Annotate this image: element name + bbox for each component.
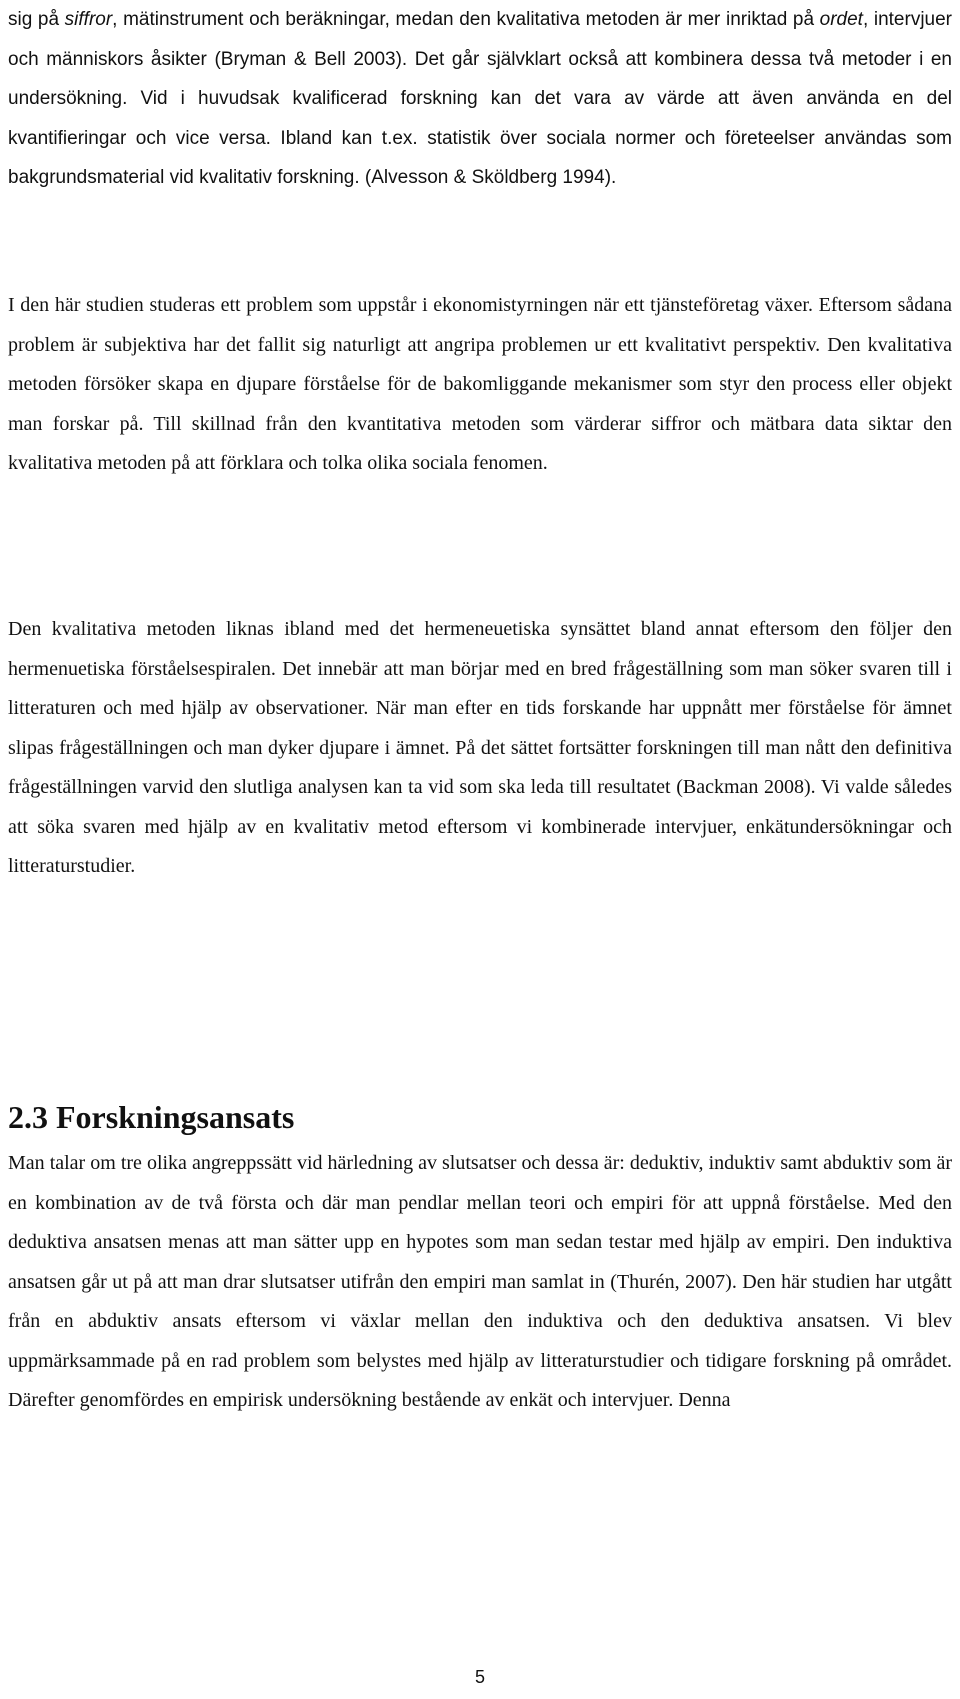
- section-heading: 2.3 Forskningsansats: [8, 1099, 295, 1135]
- paragraph-method-comparison: [8, 0, 952, 198]
- emphasis-siffror: siffror: [64, 9, 113, 30]
- paragraph-method-comparison-text-1: sig på: [8, 9, 65, 30]
- page-number: 5: [474, 1667, 485, 1687]
- paragraph-qualitative-perspective: I den här studien studeras ett problem som uppstår i ekonomistyrningen när ett tjänsteföretag växer. Eftersom sådana problem är subjektiva har det fallit sig naturligt att angripa problemen ur ett kvalitativt perspektiv. Den kvalitativa metoden försöker skapa en djupare förståelse för de bakomliggande mekanismer som styr den process eller objekt man forskar på. Till skillnad från den kvantitativa metoden som värderar siffror och mätbara data siktar den kvalitativa metoden på att förklara och tolka olika sociala fenomen.: [8, 294, 952, 474]
- paragraph-method-comparison-text-2: , mätinstrument och beräkningar, medan den kvalitativa metoden är mer inriktad på: [112, 9, 820, 30]
- emphasis-ordet: ordet: [819, 9, 863, 30]
- paragraph-research-approach: Man talar om tre olika angreppssätt vid härledning av slutsatser och dessa är: deduktiv, induktiv samt abduktiv som är en kombination av de två första och där man pendlar mellan teori och empiri för att uppnå förståelse. Med den deduktiva ansatsen menas att man sätter upp en hypotes som man sedan testar med hjälp av empiri. Den induktiva ansatsen går ut på att man drar slutsatser utifrån den empiri man samlat in (Thurén, 2007). Den här studien har utgått från en abduktiv ansats eftersom vi växlar mellan den induktiva och den deduktiva ansatsen. Vi blev uppmärksammade på en rad problem som belystes med hjälp av litteraturstudier och tidigare forskning på området. Därefter genomfördes en empirisk undersökning bestående av enkät och intervjuer. Denna: [8, 1152, 952, 1411]
- paragraph-hermeneutic-approach: Den kvalitativa metoden liknas ibland med det hermeneuetiska synsättet bland annat eftersom den följer den hermenuetiska förståelsespiralen. Det innebär att man börjar med en bred frågeställning som man söker svaren till i litteraturen och med hjälp av observationer. När man efter en tids forskande har uppnått mer förståelse för ämnet slipas frågeställningen och man dyker djupare i ämnet. På det sättet fortsätter forskningen till man nått den definitiva frågeställningen varvid den slutliga analysen kan ta vid som ska leda till resultatet (Backman 2008). Vi valde således att söka svaren med hjälp av en kvalitativ metod eftersom vi kombinerade intervjuer, enkätundersökningar och litteraturstudier.: [8, 618, 952, 877]
- paragraph-method-comparison-text-3: , intervjuer och människors åsikter (Bryman & Bell 2003). Det går självklart också att kombinera dessa två metoder i en undersökning. Vid i huvudsak kvalificerad forskning kan det vara av värde att även använda en del kvantifieringar och vice versa. Ibland kan t.ex. statistik över sociala normer och företeelser användas som bakgrundsmaterial vid kvalitativ forskning. (Alvesson & Sköldberg 1994).: [8, 9, 952, 188]
